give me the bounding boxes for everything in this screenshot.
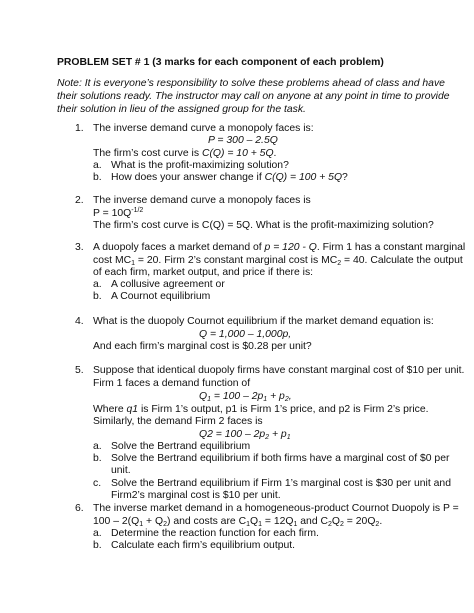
problem-text: Where q1 is Firm 1’s output, p1 is Firm 1’s price, and p2 is Firm 2’s price.: [93, 404, 429, 415]
problem-set-title: PROBLEM SET # 1 (3 marks for each component of each problem): [57, 57, 384, 68]
subpart-text: Firm2’s marginal cost is $10 per unit.: [111, 490, 281, 501]
equation: Q = 1,000 – 1,000p,: [199, 329, 292, 340]
problem-number: 1.: [75, 123, 84, 134]
problem-number: 3.: [75, 242, 84, 253]
subpart-text: A Cournot equilibrium: [111, 291, 211, 302]
problem-text: The inverse demand curve a monopoly faces is: [93, 195, 311, 206]
problem-text: And each firm’s marginal cost is $0.28 per unit?: [93, 341, 312, 352]
subpart-text: Solve the Bertrand equilibrium if both firms have a marginal cost of $0 per: [111, 453, 450, 464]
subpart-label: b.: [93, 540, 102, 551]
problem-text: The inverse market demand in a homogeneous-product Cournot Duopoly is P =: [93, 503, 459, 514]
subpart-label: b.: [93, 453, 102, 464]
subpart-text: How does your answer change if C(Q) = 100 + 5Q?: [111, 172, 348, 183]
problem-text: The firm’s cost curve is C(Q) = 10 + 5Q.: [93, 148, 277, 159]
equation: $Q2 = 100 - 2p_2 + p_1$: [199, 429, 291, 441]
subpart-label: a.: [93, 528, 102, 539]
problem-text: cost $MC_1 = 20$. Firm 2’s constant marginal cost is $MC_2 = 40$. Calculate the output: [93, 255, 463, 267]
problem-text: The firm’s cost curve is C(Q) = 5Q. What is the profit-maximizing solution?: [93, 220, 434, 231]
problem-text: Firm 1 faces a demand function of: [93, 378, 251, 389]
equation: P = 300 – 2.5Q: [208, 135, 278, 146]
note-line-3: their solution in lieu of the assigned group for the task.: [57, 104, 306, 115]
problem-text: $100 - 2(Q_1 + Q_2)$ and costs are $C_1Q_1 = 12Q_1$ and $C_2Q_2 = 20Q_2$.: [93, 516, 383, 528]
problem-text: A duopoly faces a market demand of p = 120 - Q. Firm 1 has a constant marginal: [93, 242, 466, 253]
problem-text: of each firm, market output, and price if there is:: [93, 267, 314, 278]
problem-number: 6.: [75, 503, 84, 514]
subpart-label: a.: [93, 279, 102, 290]
subpart-label: a.: [93, 441, 102, 452]
subpart-text: What is the profit-maximizing solution?: [111, 160, 289, 171]
subpart-label: c.: [93, 478, 102, 489]
problem-number: 2.: [75, 195, 84, 206]
subpart-label: b.: [93, 291, 102, 302]
subpart-text: Calculate each firm’s equilibrium output.: [111, 540, 296, 551]
subpart-text: Determine the reaction function for each firm.: [111, 528, 319, 539]
note-line-2: their solutions ready. The instructor may call on anyone at any point in time to provide: [57, 91, 450, 102]
problem-text: Suppose that identical duopoly firms have constant marginal cost of $10 per unit.: [93, 365, 465, 376]
subpart-text: A collusive agreement or: [111, 279, 225, 290]
problem-number: 5.: [75, 365, 84, 376]
note-line-1: Note: It is everyone’s responsibility to solve these problems ahead of class and have: [57, 78, 445, 89]
subpart-text: Solve the Bertrand equilibrium: [111, 441, 251, 452]
subpart-text: Solve the Bertrand equilibrium if Firm 1’s marginal cost is $30 per unit and: [111, 478, 451, 489]
subpart-label: a.: [93, 160, 102, 171]
problem-text: Similarly, the demand Firm 2 faces is: [93, 416, 263, 427]
problem-text: What is the duopoly Cournot equilibrium if the market demand equation is:: [93, 316, 434, 327]
subpart-label: b.: [93, 172, 102, 183]
equation: $P = 10Q^{-1/2}$: [93, 207, 144, 219]
equation: $Q_1 = 100 - 2p_1 + p_2$,: [199, 391, 292, 403]
subpart-text: unit.: [111, 465, 131, 476]
problem-text: The inverse demand curve a monopoly faces is:: [93, 123, 314, 134]
problem-number: 4.: [75, 316, 84, 327]
